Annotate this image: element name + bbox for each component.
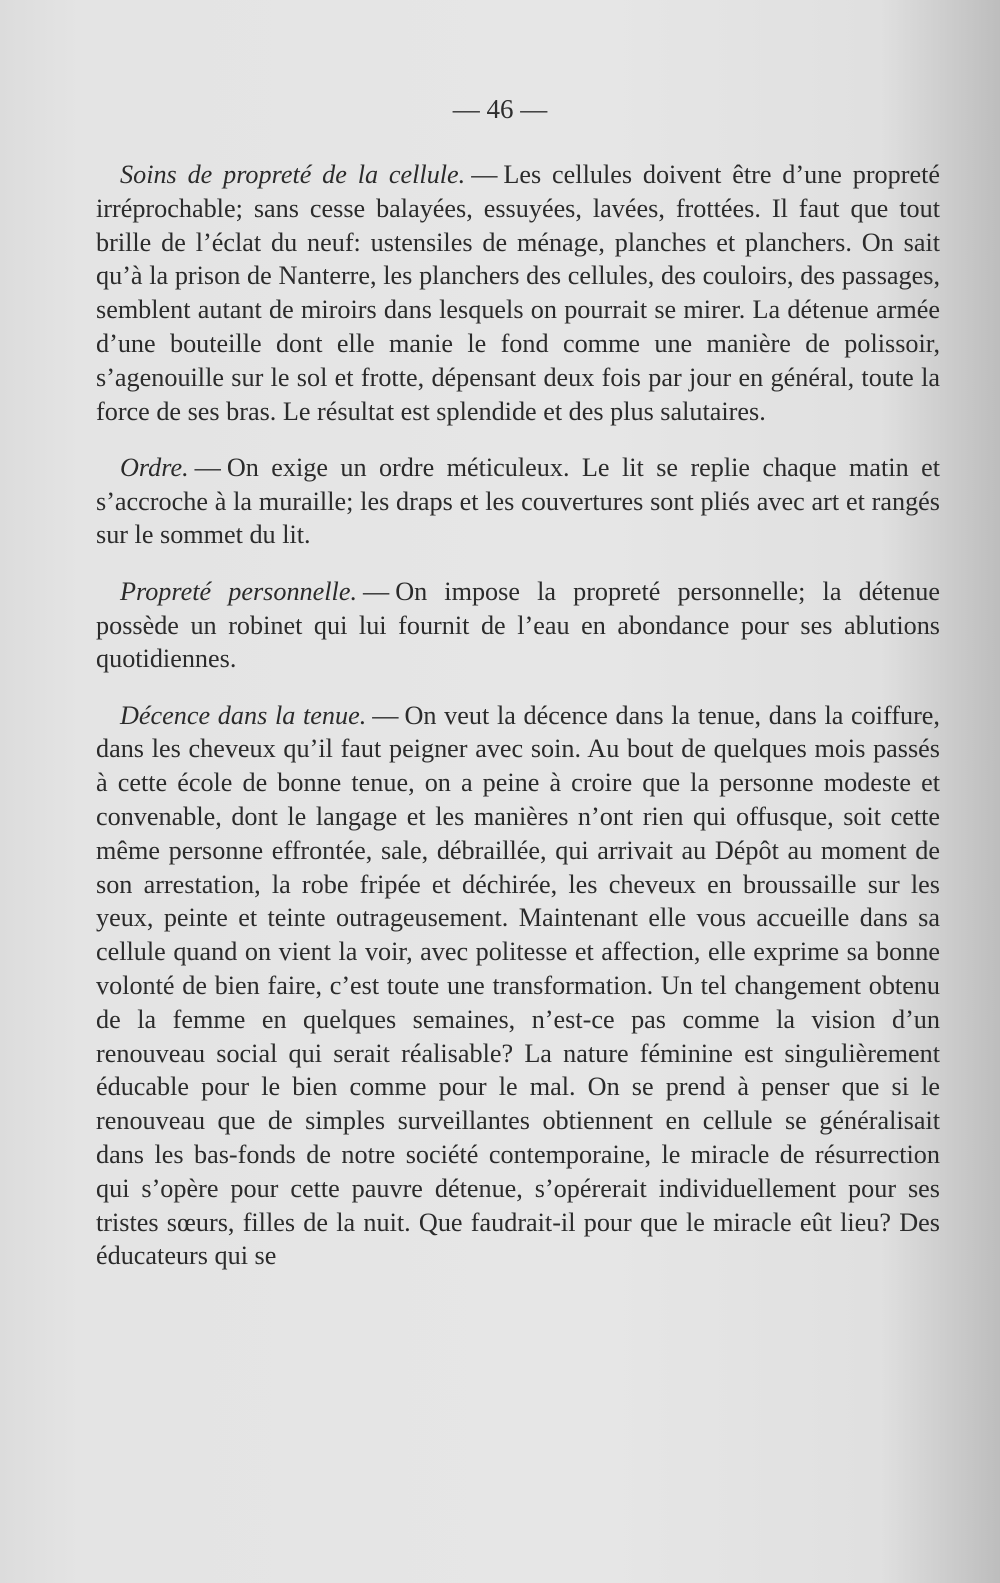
paragraph-title: Décence dans la tenue. [120, 700, 367, 730]
paragraph-decency [96, 699, 940, 1274]
paragraph-text: Les cellules doivent être d’une propreté irréprochable; sans cesse balayées, essuyées, lavées, frottées. Il faut que tout brille de l’éclat du neuf: ustensiles de ménage, planches et planchers. On sait qu’à la prison de Nanterre, les planchers des cellules, des couloirs, des passages, semblent autant de miroirs dans lesquels on pourrait se mirer. La détenue armée d’une bouteille dont elle manie le fond comme une manière de polissoir, s’agenouille sur le sol et frotte, dépensant deux fois par jour en général, toute la force de ses bras. Le résultat est splendide et des plus salutaires. [96, 160, 940, 426]
paragraph-personal-cleanliness [96, 575, 940, 676]
page-number: — 46 — [452, 94, 548, 124]
dash-separator: — [363, 576, 390, 606]
dash-separator: — [194, 452, 221, 482]
paragraph-text: On veut la décence dans la tenue, dans la coiffure, dans les cheveux qu’il faut peigner avec soin. Au bout de quelques mois passés à cette école de bonne tenue, on a peine à croire que la personne modeste et convenable, dont le langage et les manières n’ont rien qui offusque, soit cette même personne effrontée, sale, débraillée, qui arrivait au Dépôt au moment de son arrestation, la robe fripée et déchirée, les cheveux en broussaille sur les yeux, peinte et teinte outrageusement. Maintenant elle vous accueille dans sa cellule quand on vient la voir, avec politesse et affection, elle exprime sa bonne volonté de bien faire, c’est toute une transformation. Un tel changement obtenu de la femme en quelques semaines, n’est-ce pas comme la vision d’un renouveau social qui serait réalisable? La nature féminine est singulièrement éducable pour le bien comme pour le mal. On se prend à penser que si le renouveau que de simples surveillantes obtiennent en cellule se généralisait dans les bas-fonds de notre société contemporaine, le miracle de résurrection qui s’opère pour cette pauvre détenue, s’opérerait individuellement pour ses tristes sœurs, filles de la nuit. Que faudrait-il pour que le miracle eût lieu? Des éducateurs qui se [96, 700, 940, 1271]
paragraph-order [96, 451, 940, 552]
paragraph-cell-cleanliness [96, 158, 940, 428]
paragraph-text: On impose la propreté personnelle; la détenue possède un robinet qui lui fournit de l’eau en abondance pour ses ablutions quotidiennes. [96, 576, 941, 674]
page-body [96, 158, 940, 1273]
dash-separator: — [372, 700, 399, 730]
dash-separator: — [471, 160, 498, 189]
paragraph-title: Propreté personnelle. [120, 576, 357, 606]
paragraph-title: Soins de propreté de la cellule. [120, 160, 466, 189]
paragraph-text: On exige un ordre méticuleux. Le lit se replie chaque matin et s’accroche à la muraille; les draps et les couvertures sont pliés avec art et rangés sur le sommet du lit. [96, 452, 940, 550]
paragraph-title: Ordre. [120, 452, 189, 482]
